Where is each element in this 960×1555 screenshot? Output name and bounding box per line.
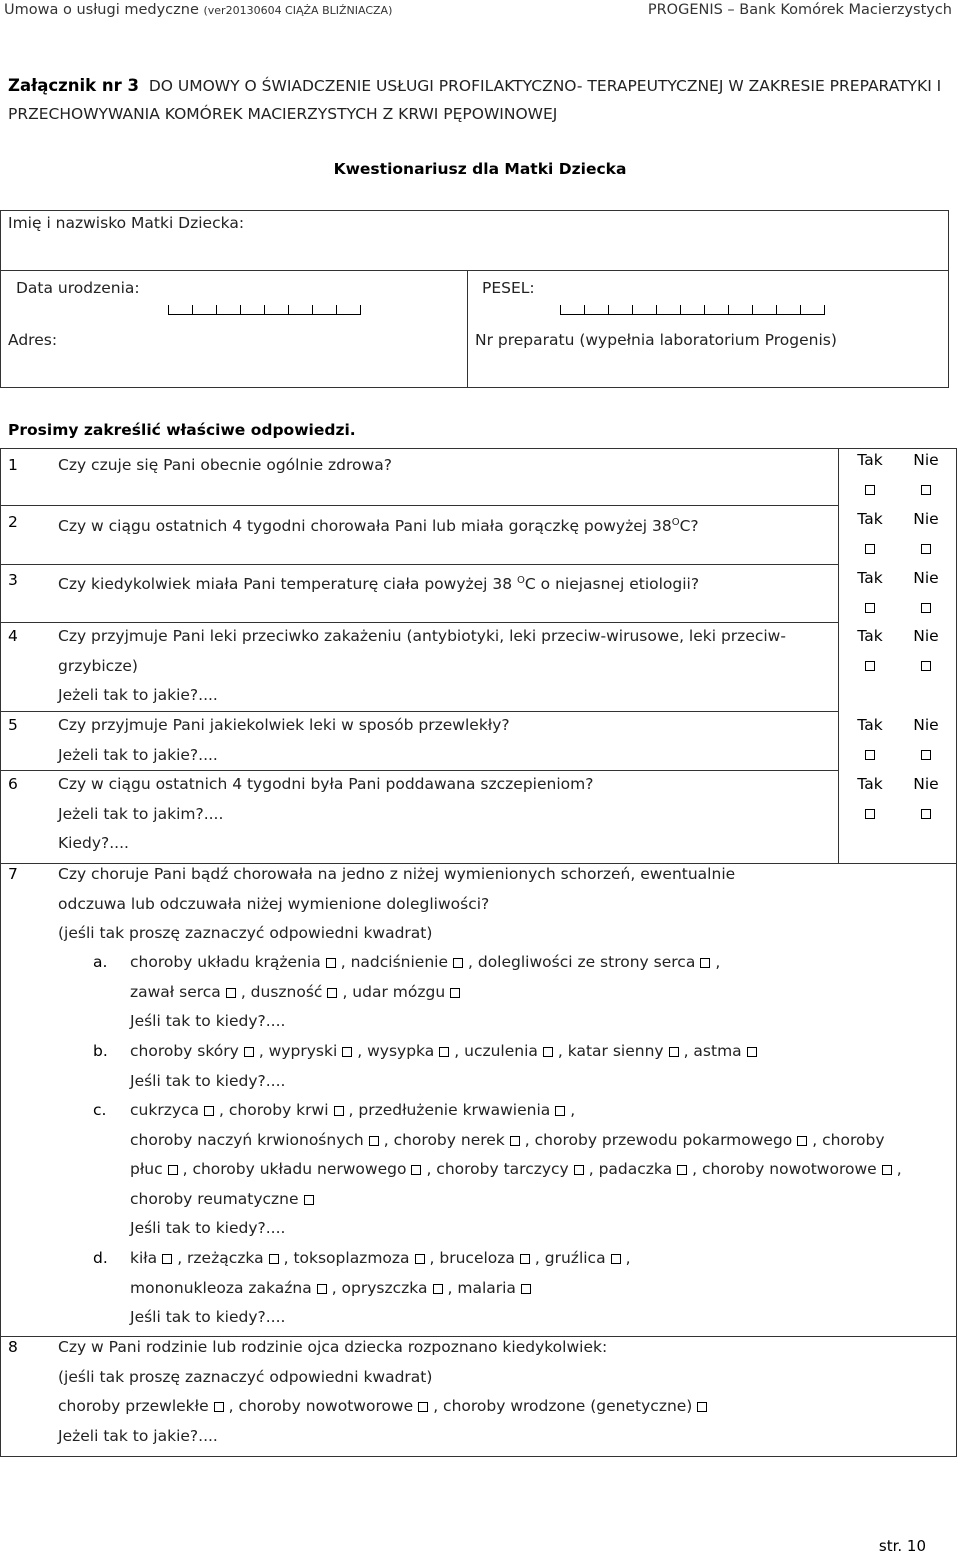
- checkbox-icon[interactable]: [204, 1106, 214, 1116]
- yes-label: Tak: [857, 569, 883, 587]
- question-text: Czy w Pani rodzinie lub rodzinie ojca dziecka rozpoznano kiedykolwiek:: [58, 1338, 608, 1356]
- q5-yes[interactable]: [850, 711, 890, 769]
- question-text: Czy przyjmuje Pani leki przeciwko zakażeniu (antybiotyki, leki przeciw-wirusowe, leki przeciw-: [58, 627, 786, 645]
- page-number: str. 10: [878, 1537, 926, 1555]
- q1-yes[interactable]: [850, 446, 890, 504]
- checkbox-icon[interactable]: [865, 485, 875, 495]
- attachment-text: DO UMOWY O ŚWIADCZENIE USŁUGI PROFILAKTYCZNO- TERAPEUTYCZNEJ W ZAKRESIE PREPARATYKI I PRZECHOWYWANIA KOMÓREK MACIERZYSTYCH Z KRWI PĘPOWINOWEJ: [8, 77, 942, 123]
- no-label: Nie: [913, 775, 939, 793]
- q3-no[interactable]: [906, 564, 946, 622]
- checkbox-icon[interactable]: [921, 661, 931, 671]
- answer-line[interactable]: Jeśli tak to kiedy?....: [130, 1219, 286, 1237]
- question-text: Czy kiedykolwiek miała Pani temperaturę ciała powyżej 38: [58, 575, 518, 594]
- question-1-text: Czy czuje się Pani obecnie ogólnie zdrowa?: [58, 456, 392, 474]
- checkbox-icon[interactable]: [162, 1254, 172, 1264]
- answer-line[interactable]: Jeśli tak to kiedy?....: [130, 1071, 286, 1090]
- birth-date-input[interactable]: [168, 305, 361, 315]
- question-number: 4: [8, 627, 18, 645]
- checkbox-icon[interactable]: [921, 544, 931, 554]
- sub-letter: b.: [93, 1042, 108, 1060]
- q7c-items: cukrzyca , choroby krwi , przedłużenie krwawienia , choroby naczyń krwionośnych , choroby nerek , choroby przewodu pokarmowego , choroby płuc , choroby układu nerwowego , choroby tarczycy , padaczka , choroby nowotworowe , choroby reumatyczne Jeśli tak to kiedy?....: [130, 1096, 902, 1244]
- checkbox-icon[interactable]: [921, 603, 931, 613]
- attachment-title: [8, 72, 948, 128]
- checkbox-icon[interactable]: [697, 1402, 707, 1412]
- checkbox-icon[interactable]: [865, 661, 875, 671]
- divider: [0, 564, 838, 565]
- checkbox-icon[interactable]: [882, 1165, 892, 1175]
- q6-no[interactable]: [906, 770, 946, 828]
- birth-date-label: Data urodzenia:: [16, 279, 140, 297]
- divider: [838, 863, 957, 864]
- question-note: (jeśli tak proszę zaznaczyć odpowiedni kwadrat): [58, 1367, 433, 1386]
- checkbox-icon[interactable]: [747, 1047, 757, 1057]
- answer-line[interactable]: Jeżeli tak to jakie?....: [58, 745, 218, 764]
- checkbox-icon[interactable]: [700, 958, 710, 968]
- checkbox-icon[interactable]: [304, 1195, 314, 1205]
- instruction: Prosimy zakreślić właściwe odpowiedzi.: [8, 421, 356, 439]
- q2-no[interactable]: [906, 505, 946, 563]
- checkbox-icon[interactable]: [865, 603, 875, 613]
- q7d-items: kiła , rzeżączka , toksoplazmoza , bruceloza , gruźlica , mononukleoza zakaźna , opryszczka , malaria Jeśli tak to kiedy?....: [130, 1244, 631, 1333]
- question-text: Czy w ciągu ostatnich 4 tygodni była Pani poddawana szczepieniom?: [58, 775, 594, 793]
- checkbox-icon[interactable]: [453, 958, 463, 968]
- question-number: 5: [8, 716, 18, 734]
- answer-line[interactable]: Kiedy?....: [58, 834, 129, 852]
- q1-no[interactable]: [906, 446, 946, 504]
- q5-no[interactable]: [906, 711, 946, 769]
- divider: [467, 270, 468, 388]
- question-3-text: [58, 566, 699, 600]
- checkbox-icon[interactable]: [521, 1284, 531, 1294]
- checkbox-icon[interactable]: [543, 1047, 553, 1057]
- question-text: C o niejasnej etiologii?: [524, 575, 700, 594]
- q7b-items: choroby skóry , wypryski , wysypka , uczulenia , katar sienny , astma Jeśli tak to kiedy?....: [130, 1037, 762, 1096]
- checkbox-icon[interactable]: [677, 1165, 687, 1175]
- no-label: Nie: [913, 510, 939, 528]
- question-text: Czy choruje Pani bądź chorowała na jedno z niżej wymienionych schorzeń, ewentualnie: [58, 865, 736, 883]
- checkbox-icon[interactable]: [411, 1165, 421, 1175]
- name-field-label[interactable]: Imię i nazwisko Matki Dziecka:: [8, 214, 245, 232]
- q7a-items: choroby układu krążenia , nadciśnienie , dolegliwości ze strony serca , zawał serca , duszność , udar mózgu Jeśli tak to kiedy?....: [130, 948, 720, 1037]
- sub-letter: d.: [93, 1249, 108, 1267]
- checkbox-icon[interactable]: [450, 988, 460, 998]
- answer-line[interactable]: Jeżeli tak to jakie?....: [58, 1426, 218, 1445]
- checkbox-icon[interactable]: [520, 1254, 530, 1264]
- checkbox-icon[interactable]: [921, 809, 931, 819]
- sub-letter: a.: [93, 953, 108, 971]
- question-number: 8: [8, 1338, 18, 1356]
- degree-sup: O: [517, 575, 525, 586]
- divider: [838, 448, 839, 863]
- question-text: C?: [679, 517, 699, 536]
- divider: [0, 505, 838, 506]
- checkbox-icon[interactable]: [168, 1165, 178, 1175]
- q6-yes[interactable]: [850, 770, 890, 828]
- question-text: grzybicze): [58, 656, 138, 675]
- q4-yes[interactable]: [850, 622, 890, 680]
- q3-yes[interactable]: [850, 564, 890, 622]
- divider: [0, 270, 949, 271]
- form-title: Kwestionariusz dla Matki Dziecka: [333, 160, 627, 178]
- question-text: odczuwa lub odczuwała niżej wymienione dolegliwości?: [58, 894, 490, 913]
- checkbox-icon[interactable]: [269, 1254, 279, 1264]
- checkbox-icon[interactable]: [510, 1136, 520, 1146]
- no-label: Nie: [913, 569, 939, 587]
- checkbox-icon[interactable]: [327, 988, 337, 998]
- prep-number-label: Nr preparatu (wypełnia laboratorium Progenis): [475, 331, 837, 349]
- no-label: Nie: [913, 716, 939, 734]
- question-text: Czy w ciągu ostatnich 4 tygodni chorowała Pani lub miała gorączkę powyżej 38: [58, 517, 672, 536]
- question-number: 1: [8, 456, 18, 474]
- question-note: (jeśli tak proszę zaznaczyć odpowiedni kwadrat): [58, 924, 433, 942]
- answer-line[interactable]: Jeśli tak to kiedy?....: [130, 1012, 286, 1030]
- checkbox-icon[interactable]: [611, 1254, 621, 1264]
- yes-label: Tak: [857, 716, 883, 734]
- answer-line[interactable]: Jeśli tak to kiedy?....: [130, 1308, 286, 1326]
- question-5-text: [58, 711, 510, 770]
- checkbox-icon[interactable]: [334, 1106, 344, 1116]
- checkbox-icon[interactable]: [921, 750, 931, 760]
- divider: [0, 448, 957, 449]
- checkbox-icon[interactable]: [433, 1284, 443, 1294]
- no-label: Nie: [913, 627, 939, 645]
- checkbox-icon[interactable]: [418, 1402, 428, 1412]
- question-text: Czy przyjmuje Pani jakiekolwiek leki w sposób przewlekły?: [58, 716, 510, 734]
- yes-label: Tak: [857, 451, 883, 469]
- checkbox-icon[interactable]: [244, 1047, 254, 1057]
- document-name: Umowa o usługi medyczne: [4, 2, 199, 18]
- attachment-label: Załącznik nr 3: [8, 76, 139, 95]
- degree-sup: O: [671, 517, 680, 528]
- question-8-text: Czy w Pani rodzinie lub rodzinie ojca dziecka rozpoznano kiedykolwiek: (jeśli tak proszę zaznaczyć odpowiedni kwadrat) choroby przewlekłe , choroby nowotworowe , choroby wrodzone (genetyczne) Jeżeli tak to jakie?....: [58, 1333, 712, 1451]
- q4-no[interactable]: [906, 622, 946, 680]
- checkbox-icon[interactable]: [415, 1254, 425, 1264]
- no-label: Nie: [913, 451, 939, 469]
- question-2-text: [58, 508, 699, 542]
- checkbox-icon[interactable]: [317, 1284, 327, 1294]
- question-number: 3: [8, 571, 18, 589]
- checkbox-icon[interactable]: [797, 1136, 807, 1146]
- checkbox-icon[interactable]: [226, 988, 236, 998]
- pesel-input[interactable]: [560, 305, 825, 315]
- question-6-text: [58, 770, 593, 859]
- checkbox-icon[interactable]: [574, 1165, 584, 1175]
- checkbox-icon[interactable]: [369, 1136, 379, 1146]
- question-number: 7: [8, 865, 18, 883]
- question-number: 6: [8, 775, 18, 793]
- sub-letter: c.: [93, 1101, 107, 1119]
- checkbox-icon[interactable]: [214, 1402, 224, 1412]
- checkbox-icon[interactable]: [342, 1047, 352, 1057]
- question-4-text: [58, 622, 786, 711]
- yes-label: Tak: [857, 627, 883, 645]
- checkbox-icon[interactable]: [921, 485, 931, 495]
- pesel-label: PESEL:: [482, 279, 535, 297]
- checkbox-icon[interactable]: [865, 809, 875, 819]
- checkbox-icon[interactable]: [439, 1047, 449, 1057]
- header-left: [4, 2, 392, 18]
- checkbox-icon[interactable]: [865, 750, 875, 760]
- answer-line[interactable]: Jeżeli tak to jakim?....: [58, 804, 224, 823]
- checkbox-icon[interactable]: [326, 958, 336, 968]
- question-number: 2: [8, 513, 18, 531]
- answer-line[interactable]: Jeżeli tak to jakie?....: [58, 686, 218, 704]
- personal-data-box: [0, 210, 949, 388]
- yes-label: Tak: [857, 775, 883, 793]
- yes-label: Tak: [857, 510, 883, 528]
- question-7-text: [58, 860, 735, 949]
- address-label[interactable]: Adres:: [8, 331, 58, 349]
- checkbox-icon[interactable]: [555, 1106, 565, 1116]
- checkbox-icon[interactable]: [865, 544, 875, 554]
- header-right: PROGENIS – Bank Komórek Macierzystych: [647, 2, 952, 18]
- checkbox-icon[interactable]: [669, 1047, 679, 1057]
- document-version: (ver20130604 CIĄŻA BLIŹNIACZA): [203, 4, 393, 17]
- q2-yes[interactable]: [850, 505, 890, 563]
